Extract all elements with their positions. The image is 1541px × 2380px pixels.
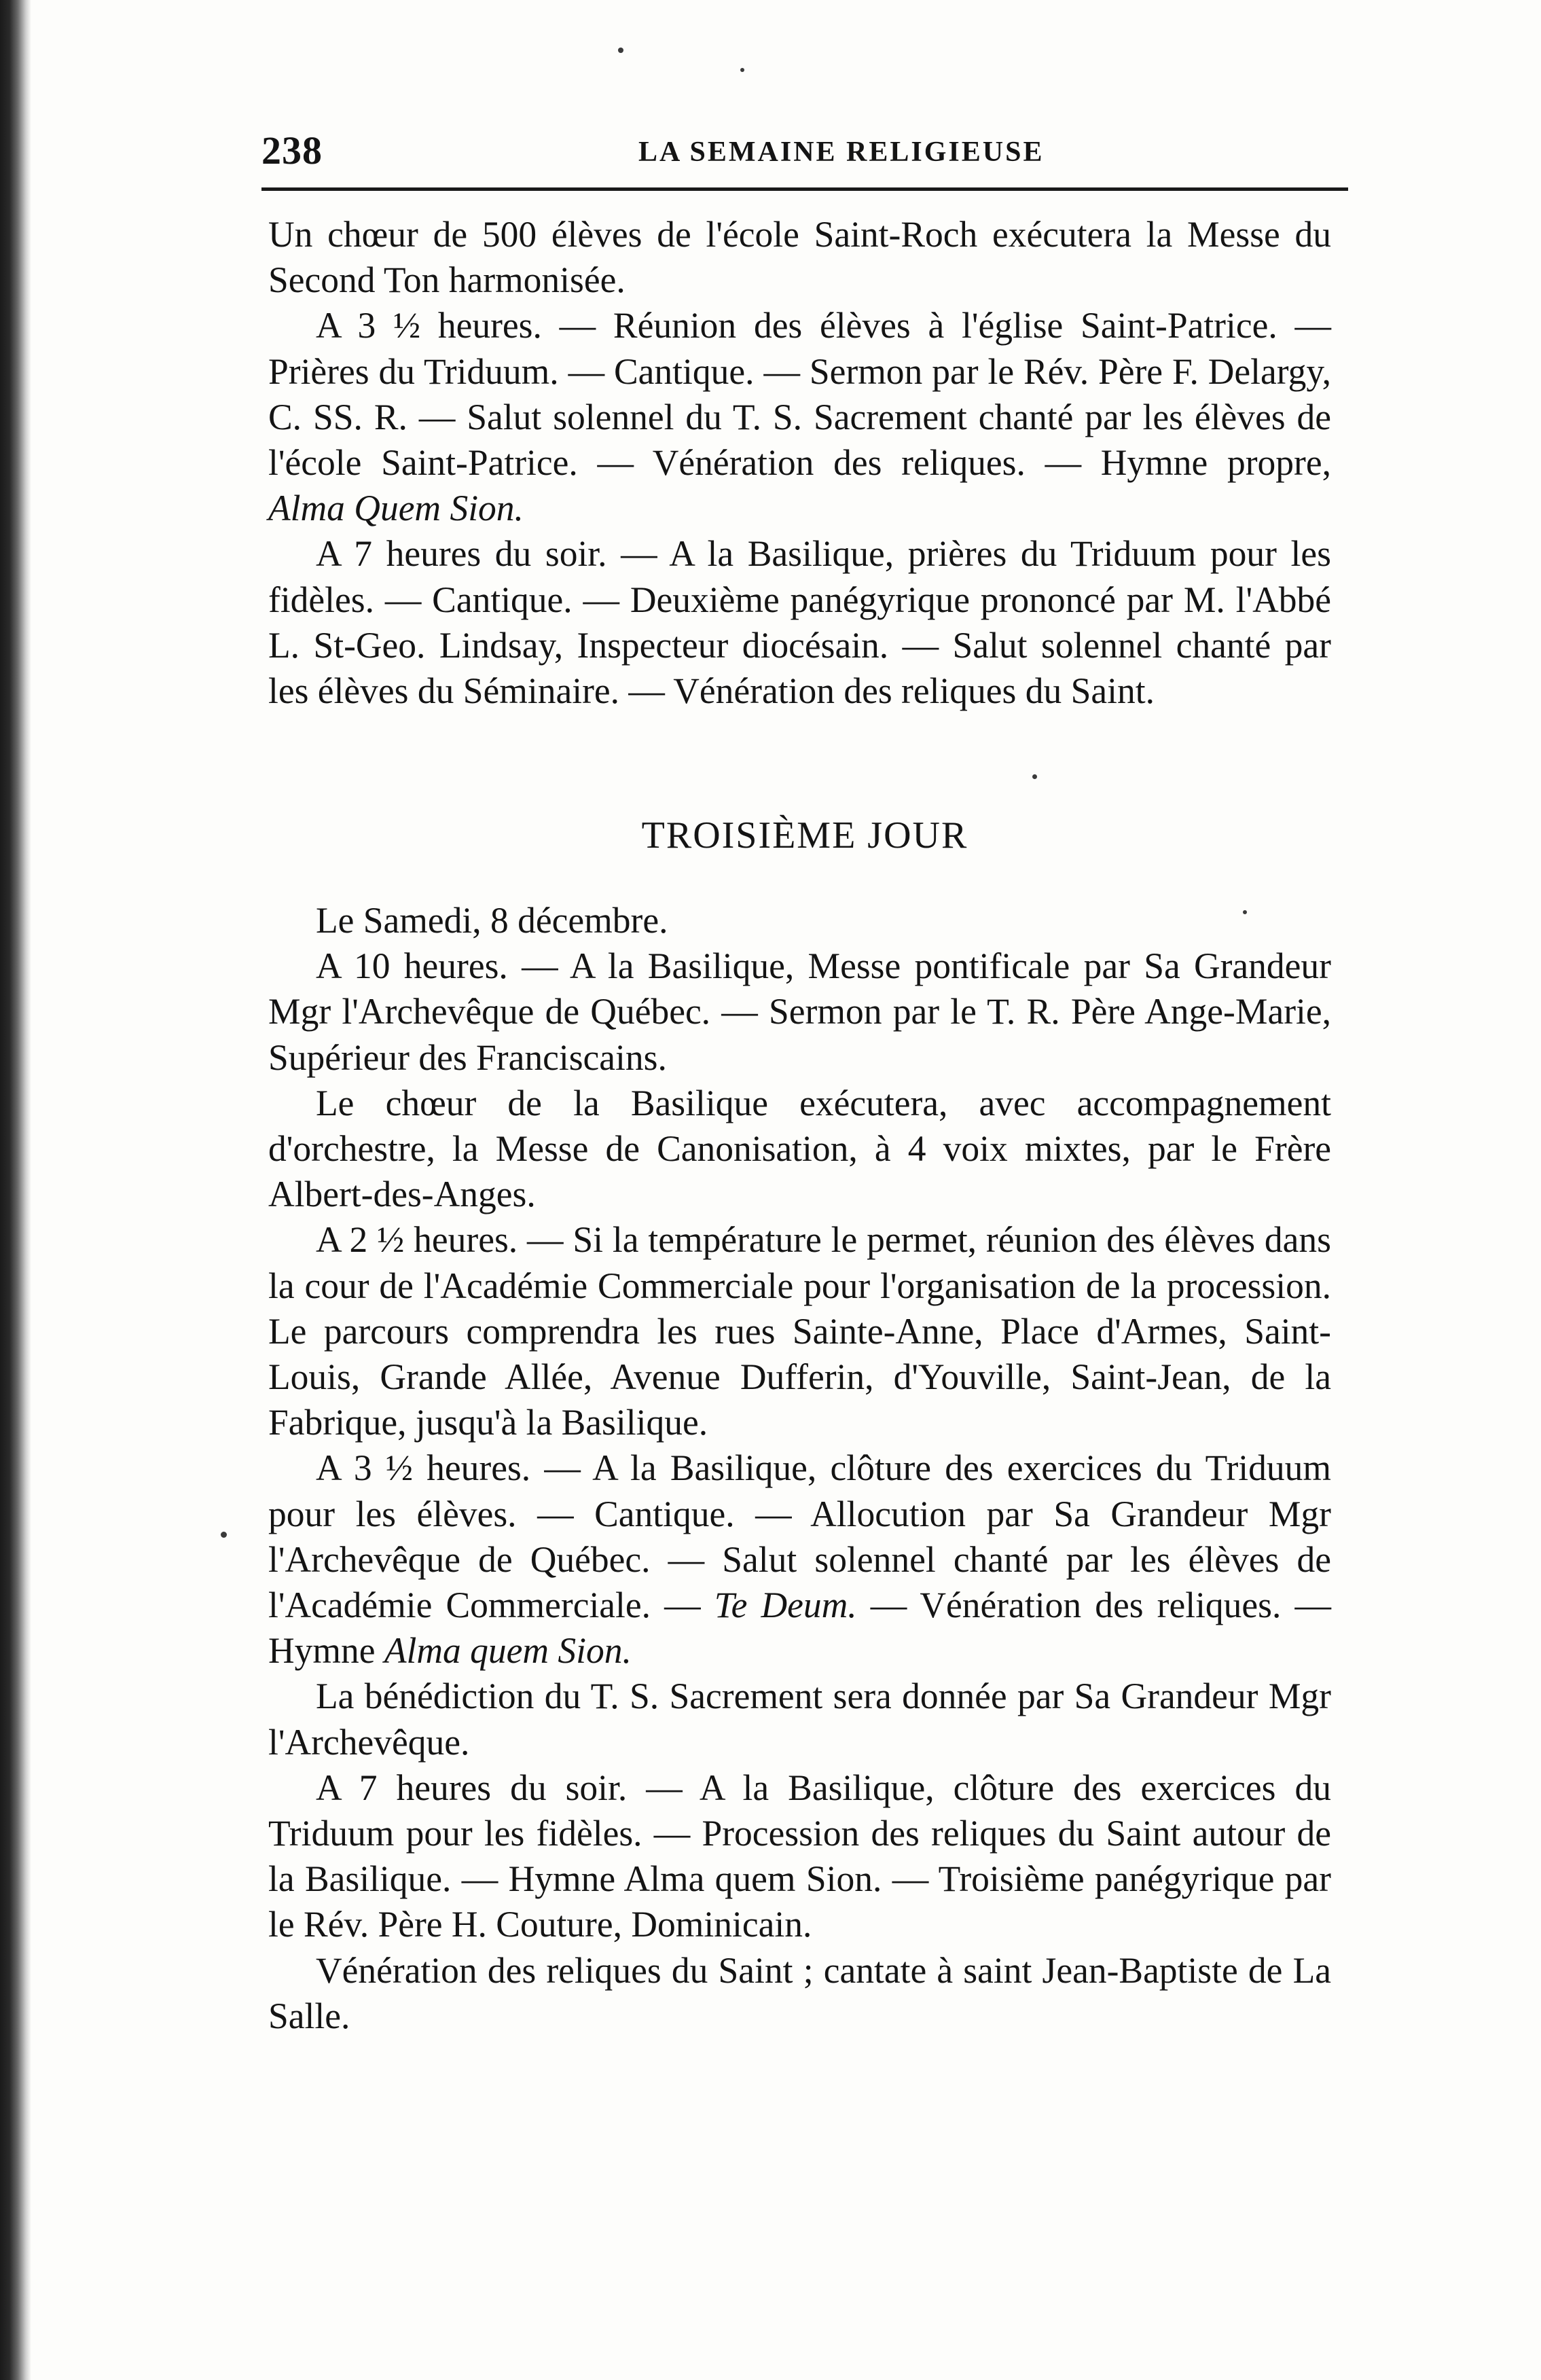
paragraph-benediction: La bénédiction du T. S. Sacrement sera donnée par Sa Grandeur Mgr l'Archevêque. <box>268 1676 1331 1763</box>
closing-students-text-a: A 3 ½ heures. — A la Basilique, clôture des exercices du Triduum pour les élèves. — Cantique. — Allocution par Sa Grandeur Mgr l'Archevêque de Québec. — Salut solennel chanté par les élèves de l'Académie Commerciale. — <box>268 1447 1331 1626</box>
scan-speck <box>740 68 744 72</box>
scan-speck <box>618 48 623 53</box>
hymn-title-italic: Alma Quem Sion. <box>268 488 524 529</box>
alma-quem-sion-italic: Alma quem Sion. <box>384 1630 632 1672</box>
paragraph-basilica-choir: Le chœur de la Basilique exécutera, avec accompagnement d'orchestre, la Messe de Canonisation, à 4 voix mixtes, par le Frère Albert-des-Anges. <box>268 1082 1331 1215</box>
page-binding-edge <box>0 0 31 2380</box>
paragraph-procession: A 2 ½ heures. — Si la température le permet, réunion des élèves dans la cour de l'Académie Commerciale pour l'organisation de la procession. Le parcours comprendra les rues Sainte-Anne, Place d'Armes, Saint-Louis, Grande Allée, Avenue Dufferin, d'Youville, Saint-Jean, de la Fabrique, jusqu'à la Basilique. <box>268 1219 1331 1443</box>
day-two-continuation <box>268 212 1331 714</box>
scan-speck <box>1243 910 1247 914</box>
paragraph-date: Le Samedi, 8 décembre. <box>316 900 668 941</box>
paragraph-evening-text: A 7 heures du soir. — A la Basilique, prières du Triduum pour les fidèles. — Cantique. — Deuxième panégyrique prononcé par M. l'Abbé L. St-Geo. Lindsay, Inspecteur diocésain. — Salut solennel chanté par les élèves du Séminaire. — Vénération des reliques du Saint. <box>268 533 1331 712</box>
paragraph-choir-text: Un chœur de 500 élèves de l'école Saint-Roch exécutera la Messe du Second Ton harmonisée. <box>268 214 1331 301</box>
paragraph-choir <box>268 212 1331 303</box>
closing-students-text-b: — Vénération des reliques. — Hymne <box>268 1585 1331 1672</box>
running-header <box>261 128 1348 177</box>
day-three-schedule <box>268 898 1331 2039</box>
paragraph-veneration: Vénération des reliques du Saint ; cantate à saint Jean-Baptiste de La Salle. <box>268 1949 1331 2036</box>
section-heading: TROISIÈME JOUR <box>641 814 968 857</box>
scan-speck <box>1032 774 1037 779</box>
te-deum-italic: Te Deum. <box>714 1585 857 1626</box>
paragraph-afternoon <box>268 303 1331 531</box>
paragraph-evening <box>268 531 1331 714</box>
paragraph-ten-hours: A 10 heures. — A la Basilique, Messe pontificale par Sa Grandeur Mgr l'Archevêque de Québec. — Sermon par le T. R. Père Ange-Marie, Supérieur des Franciscains. <box>268 945 1331 1078</box>
paragraph-evening-closing: A 7 heures du soir. — A la Basilique, clôture des exercices du Triduum pour les fidèles. — Procession des reliques du Saint autour de la Basilique. — Hymne Alma quem Sion. — Troisième panégyrique par le Rév. Père H. Couture, Dominicain. <box>268 1767 1331 1945</box>
scan-speck <box>221 1532 227 1538</box>
paragraph-afternoon-text: A 3 ½ heures. — Réunion des élèves à l'église Saint-Patrice. — Prières du Triduum. — Cantique. — Sermon par le Rév. Père F. Delargy, C. SS. R. — Salut solennel du T. S. Sacrement chanté par les élèves de l'école Saint-Patrice. — Vénération des reliques. — Hymne propre, <box>268 305 1331 484</box>
running-title: LA SEMAINE RELIGIEUSE <box>638 137 1045 168</box>
page-number: 238 <box>261 128 323 173</box>
header-rule <box>261 187 1348 191</box>
paragraph-closing-students <box>268 1445 1331 1674</box>
